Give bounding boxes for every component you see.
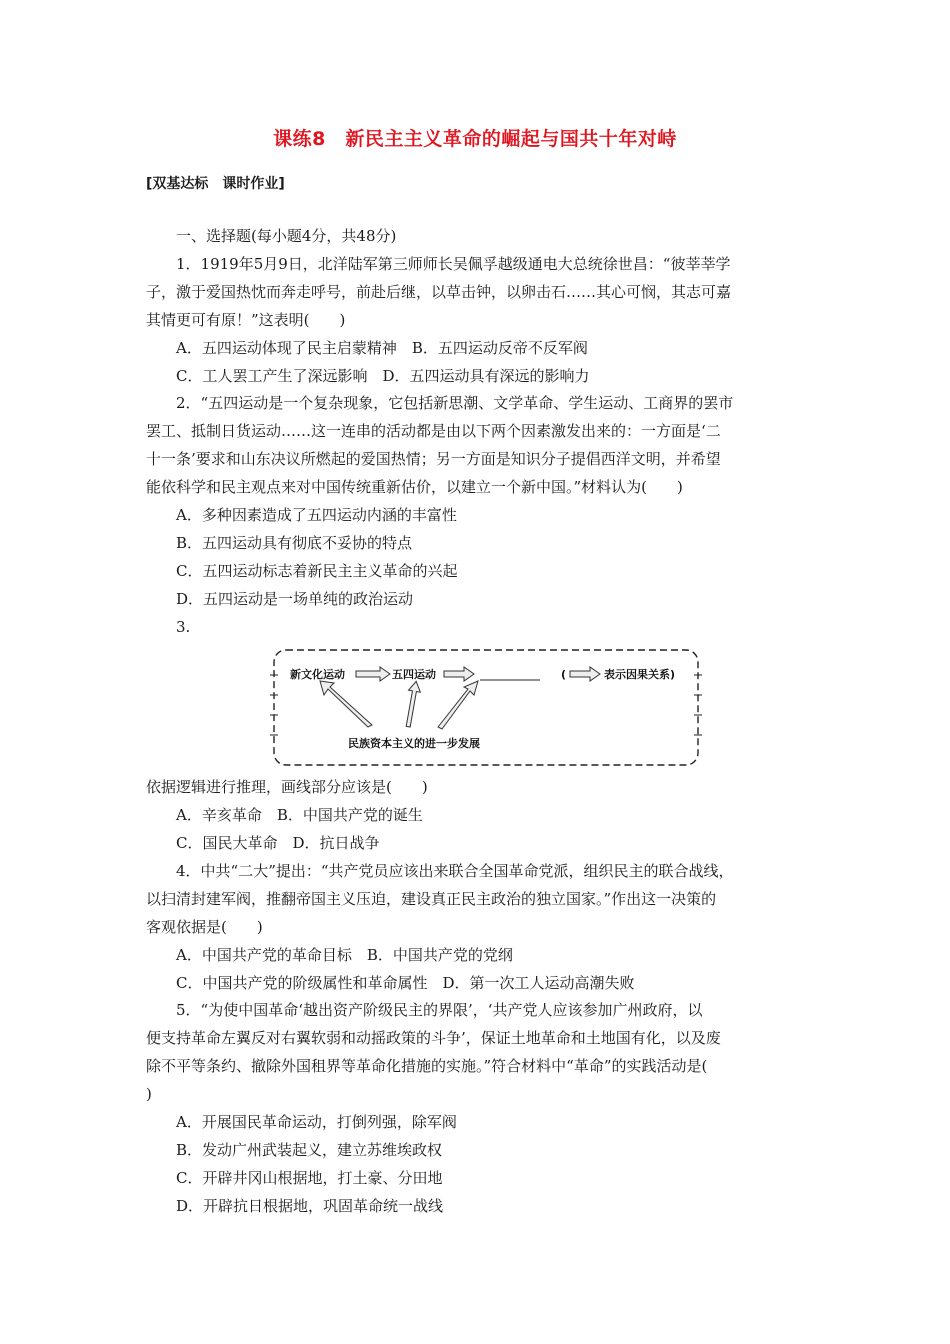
- q1-line: 1．1919年5月9日，北洋陆军第三师师长吴佩孚越级通电大总统徐世昌：“彼莘莘学: [176, 255, 731, 273]
- q5-line: 5．“为使中国革命‘越出资产阶级民主的界限’，‘共产党人应该参加广州政府，以: [176, 1001, 703, 1019]
- section-tag: [双基达标 课时作业]: [146, 176, 285, 192]
- legend-paren: (: [561, 668, 567, 681]
- q5-line: 便支持革命左翼反对右翼软弱和动摇政策的斗争’，保证土地革命和土地国有化，以及废: [146, 1029, 721, 1047]
- arrow-icon: [356, 667, 390, 681]
- q5-option: C．开辟井冈山根据地，打土豪、分田地: [176, 1169, 443, 1187]
- q3-option: C．国民大革命 D．抗日战争: [176, 834, 380, 852]
- q5-option: A．开展国民革命运动，打倒列强，除军阀: [176, 1113, 457, 1131]
- q3-number: 3.: [176, 618, 191, 636]
- q2-option: A．多种因素造成了五四运动内涵的丰富性: [176, 506, 457, 524]
- arrow-icon: [444, 667, 474, 681]
- diagram-node-new-culture: 新文化运动: [290, 668, 345, 681]
- q3-stem: 依据逻辑进行推理，画线部分应该是( ): [146, 778, 428, 796]
- q1-line: 其情更可有原！”这表明( ): [146, 311, 346, 329]
- q4-option: A．中国共产党的革命目标 B．中国共产党的党纲: [176, 946, 513, 964]
- q4-option: C．中国共产党的阶级属性和革命属性 D．第一次工人运动高潮失败: [176, 974, 635, 992]
- q1-option: C．工人罢工产生了深远影响 D．五四运动具有深远的影响力: [176, 367, 590, 385]
- q2-line: 罢工、抵制日货运动……这一连串的活动都是由以下两个因素激发出来的：一方面是‘二: [146, 422, 721, 440]
- q1-line: 子，激于爱国热忱而奔走呼号，前赴后继，以草击钟，以卵击石……其心可悯，其志可嘉: [146, 283, 732, 301]
- q5-line: 除不平等条约、撤除外国租界等革命化措施的实施。”符合材料中“革命”的实践活动是(: [146, 1057, 708, 1075]
- q4-line: 客观依据是( ): [146, 918, 263, 936]
- diagram-node-bottom: 民族资本主义的进一步发展: [348, 737, 480, 750]
- cause-effect-diagram: [268, 645, 704, 770]
- up-arrow-icon: [320, 680, 478, 729]
- diagram-node-may-fourth: 五四运动: [392, 668, 436, 681]
- q4-line: 4．中共“二大”提出：“共产党员应该出来联合全国革命党派，组织民主的联合战线，: [176, 862, 734, 880]
- q5-option: B．发动广州武装起义，建立苏维埃政权: [176, 1141, 443, 1159]
- q5-option: D．开辟抗日根据地，巩固革命统一战线: [176, 1197, 444, 1215]
- q2-line: 十一条’要求和山东决议所燃起的爱国热情；另一方面是知识分子提倡西洋文明，并希望: [146, 450, 721, 468]
- q2-line: 2．“五四运动是一个复杂现象，它包括新思潮、文学革命、学生运动、工商界的罢市: [176, 394, 734, 412]
- q4-line: 以扫清封建军阀，推翻帝国主义压迫，建设真正民主政治的独立国家。”作出这一决策的: [146, 890, 717, 908]
- section-heading: 一、选择题(每小题4分，共48分): [176, 227, 397, 245]
- q2-option: C．五四运动标志着新民主主义革命的兴起: [176, 562, 458, 580]
- page-title: 课练8 新民主主义革命的崛起与国共十年对峙: [273, 128, 677, 150]
- q2-line: 能依科学和民主观点来对中国传统重新估价，以建立一个新中国。”材料认为( ): [146, 478, 683, 496]
- q3-option: A．辛亥革命 B．中国共产党的诞生: [176, 806, 423, 824]
- q1-option: A．五四运动体现了民主启蒙精神 B．五四运动反帝不反军阀: [176, 339, 588, 357]
- legend-label: 表示因果关系): [604, 668, 676, 681]
- legend-arrow-icon: [570, 667, 600, 681]
- q2-option: B．五四运动具有彻底不妥协的特点: [176, 534, 413, 552]
- q2-option: D．五四运动是一场单纯的政治运动: [176, 590, 414, 608]
- q5-line: ): [146, 1085, 152, 1103]
